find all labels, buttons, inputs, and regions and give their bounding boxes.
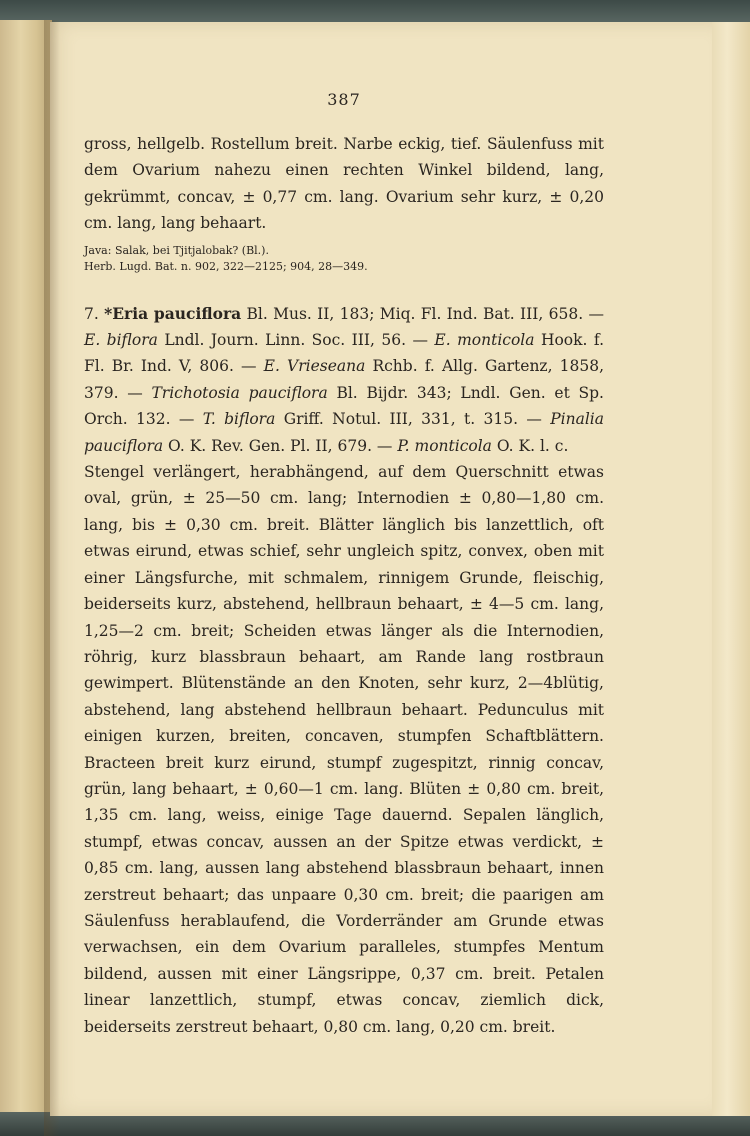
species-description: Stengel verlängert, herabhängend, auf dem Querschnitt etwas oval, grün, ± 25—50 cm. lang; Internodien ± 0,80—1,80 cm. lang, bis ± 0,30 cm. breit. Blätter länglich bis lanzettlich, oft etwas eirund, etwas schief, sehr ungleich spitz, convex, oben mit einer Längsfurche, mit schmalem, rinnigem Grunde, fleischig, beiderseits kurz, abstehend, hellbraun behaart, ± 4—5 cm. lang, 1,25—2 cm. breit; Scheiden etwas länger als die Internodien, röhrig, kurz blassbraun behaart, am Rande lang rostbraun gewimpert. Blütenstände an den Knoten, sehr kurz, 2—4blütig, abstehend, lang abstehend hellbraun behaart. Pedunculus mit einigen kurzen, breiten, concaven, stumpfen Schaftblättern. Bracteen breit kurz eirund, stumpf zugespitzt, rinnig concav, grün, lang behaart, ± 0,60—1 cm. lang. Blüten ± 0,80 cm. breit, 1,35 cm. lang, weiss, einige Tage dauernd. Sepalen länglich, stumpf, etwas concav, aussen an der Spitze etwas verdickt, ± 0,85 cm. lang, aussen lang abstehend blassbraun behaart, innen zerstreut behaart; das unpaare 0,30 cm. breit; die paarigen am Säulenfuss herablaufend, die Vorderränder am Grunde etwas verwachsen, ein dem Ovarium paralleles, stumpfes Mentum bildend, aussen mit einer Längsrippe, 0,37 cm. breit. Petalen linear lanzettlich, stumpf, etwas concav, ziemlich dick, beiderseits zerstreut behaart, 0,80 cm. lang, 0,20 cm. breit.	[84, 463, 604, 1036]
synonym-ref-1: Bl. Mus. II, 183; Miq. Fl. Ind. Bat. III, 658. —	[246, 304, 604, 323]
synonym-name-8: P. monticola	[397, 436, 492, 455]
section-gap	[84, 275, 604, 301]
synonym-name-4: E. Vrieseana	[263, 357, 366, 376]
synonym-name-2: E. biflora	[84, 331, 158, 350]
synonym-ref-2: Lndl. Journ. Linn. Soc. III, 56. —	[164, 331, 428, 350]
species-number: 7.	[84, 304, 99, 323]
synonym-ref-7: O. K. Rev. Gen. Pl. II, 679. —	[168, 436, 393, 455]
page-number: 387	[327, 90, 361, 109]
synonym-name-3: E. monticola	[434, 331, 535, 350]
synonym-ref-6: Griff. Notul. III, 331, t. 315. —	[283, 410, 542, 429]
synonym-ref-5: Bl. Bijdr. 343; Lndl. Gen. et Sp. Orch. 132. —	[84, 383, 604, 429]
page-edges-right	[712, 22, 750, 1116]
species-name: *Eria pauciflora	[104, 303, 242, 323]
synonym-name-5: Trichotosia pauciflora	[151, 383, 328, 402]
species-entry	[84, 301, 604, 459]
synonym-ref-8: O. K. l. c.	[496, 436, 569, 455]
locality-note: Java: Salak, bei Tjitjalobak? (Bl.).	[84, 243, 269, 257]
synonym-ref-3: Hook. f. Fl. Br. Ind. V, 806. —	[84, 331, 604, 376]
synonym-ref-4: Rchb. f. Allg. Gartenz, 1858, 379. —	[84, 357, 604, 402]
page-text	[84, 90, 604, 1040]
herbarium-note: Herb. Lugd. Bat. n. 902, 322—2125; 904, 28—349.	[84, 259, 368, 273]
description-continued: gross, hellgelb. Rostellum breit. Narbe eckig, tief. Säulenfuss mit dem Ovarium nahezu einen rechten Winkel bildend, lang, gekrümmt, concav, ± 0,77 cm. lang. Ovarium sehr kurz, ± 0,20 cm. lang, lang behaart.	[84, 135, 604, 233]
synonym-name-6: T. biflora	[202, 410, 276, 429]
synonym-name-7: Pinalia pauciflora	[84, 410, 604, 455]
spine-shadow	[44, 20, 60, 1136]
